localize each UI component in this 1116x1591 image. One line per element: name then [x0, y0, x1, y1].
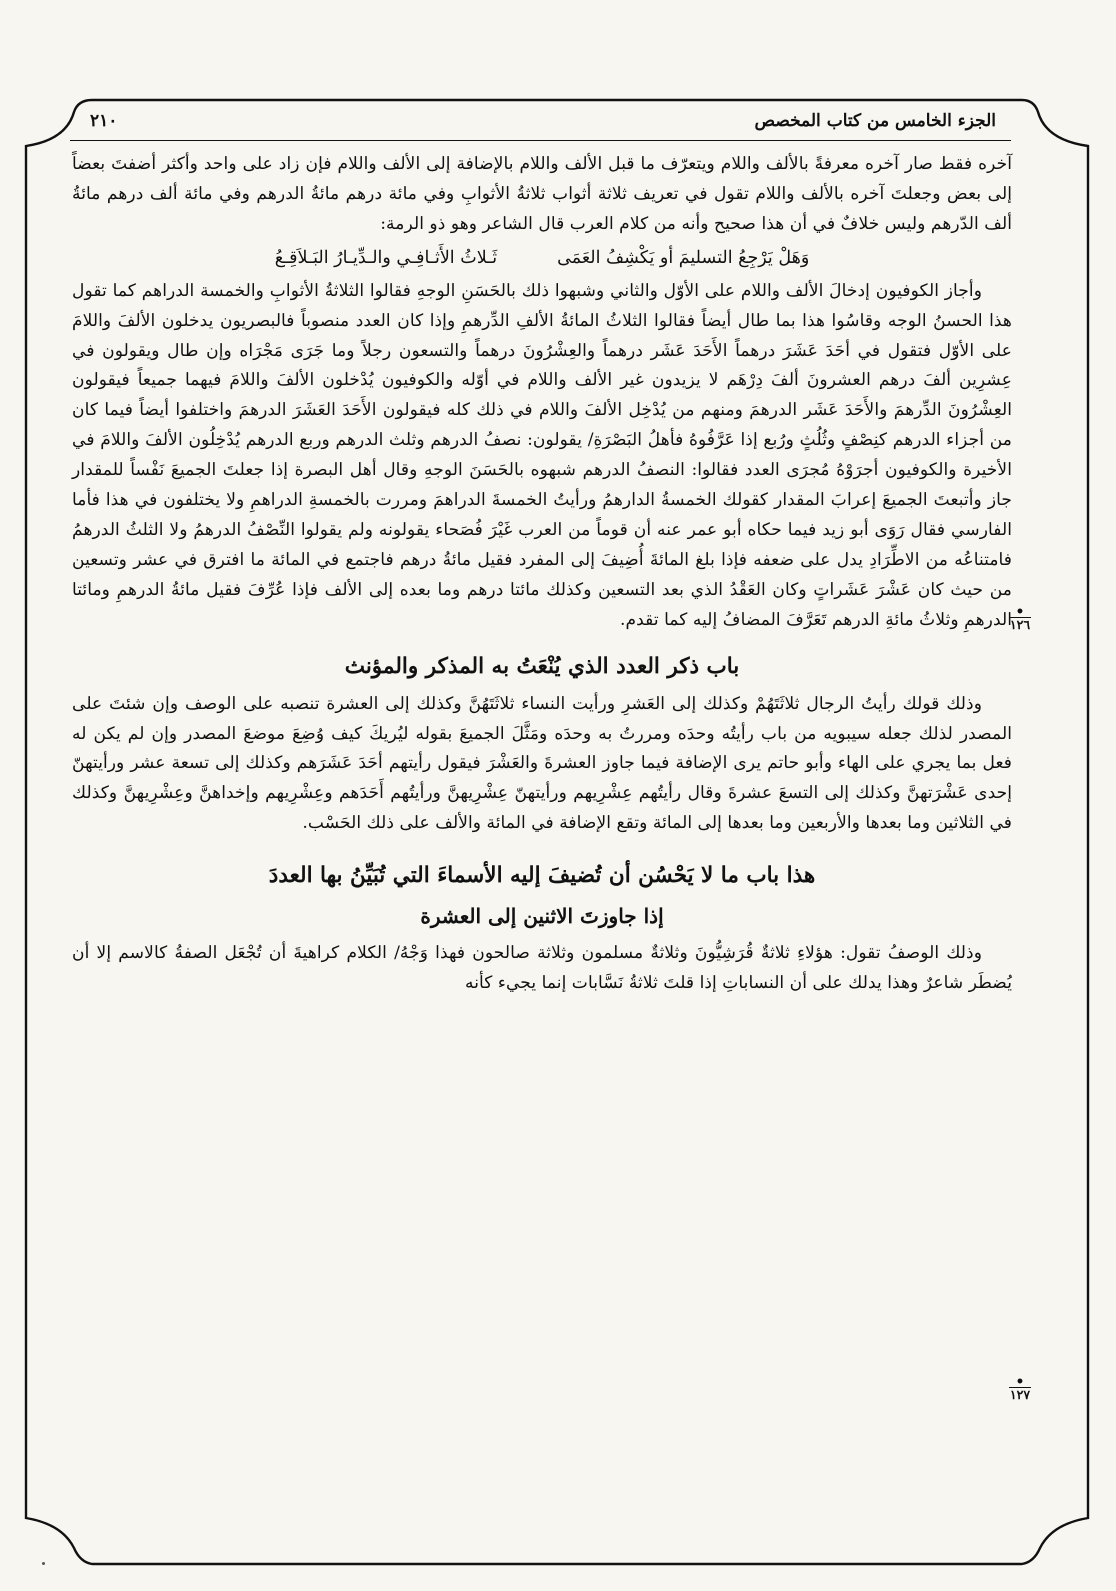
marker-dot-icon: • [1015, 604, 1025, 620]
marker-number: ١٢٦ [1009, 617, 1031, 632]
scan-speck [42, 1562, 45, 1565]
paragraph: وذلك الوصفُ تقول: هؤلاءِ ثلاثةٌ قُرَشِيُّونَ وثلاثةٌ مسلمون وثلاثة صالحون فهذا وَجْهُ/ الكلام كراهيةَ أن تُجْعَل الصفةُ كالاسم إلا أن يُضطَر شاعرٌ وهذا يدلك على أن النساباتِ إذا قلتَ ثلاثةُ نَسَّابات إنما يجيء كأنه [72, 943, 1012, 994]
paragraph: وذلك قولك رأيتُ الرجال ثلاثَتَهُمْ وكذلك إلى العَشرِ ورأيت النساء ثلاثَتَهُنَّ وكذلك إلى العشرة تنصبه على الوصف وإن شئتَ على المصدر لذلك جعله سيبويه من باب رأيتُه وحدَه ومررتُ به وحدَه ومَثَّلَ الجميعَ بقوله ليُريكَ كيف وُضِعَ موضعَ المصدر وإن لم يكن له فعل بما يجري على الهاء وأبو حاتم يرى الإضافة فيما جاوز العشرةَ والعَشْرَ فيقول رأيتهم أحَدَ عَشَرَهم وكذلك إلى تسعة عشر ورأيتهنّ إحدى عَشْرَتهنَّ وكذلك إلى التسعَ عشرةَ وقال رأيتُهم عِشْرِيهم ورأيتهنّ عِشْرِيهنَّ ورأيتُهم أَحَدَهم وعِشْرِيهم وإخداهنَّ وعِشْرِيهنَّ وكذلك في الثلاثين وما بعدها والأربعين وما بعدها إلى المائة وتقع الإضافة في المائة والألف على ذلك الحَسْب. [72, 693, 1012, 834]
marker-number: ١٢٧ [1009, 1387, 1031, 1402]
paragraph [72, 277, 1012, 636]
paragraph: آخره فقط صار آخره معرفةً بالألف واللام ويتعرّف ما قبل الألف واللام بالإضافة إلى الألف واللام فإن زاد على واحد وأكثر أضفتَ بعضاً إلى بعض وجعلتَ آخره بالألف واللام تقول في تعريف ثلاثة أثواب ثلاثةُ الأثوابِ وفي مائة درهم مائةُ الدرهم وفي مائة ألف درهم مائةُ ألف الدّرهم وليس خلافٌ في أن هذا صحيح وأنه من كلام العرب قال الشاعر وهو ذو الرمة: [72, 154, 1012, 234]
poetry-verse [72, 243, 1012, 273]
verse-first-hemistich: وَهَلْ يَرْجِعُ التسليمَ أو يَكْشِفُ العَمَى [557, 247, 810, 268]
page-header [90, 108, 996, 134]
verse-second-hemistich: ثَـلاثُ الأَثـافِـي والـدِّيـارُ البَـلاَقِـعُ [274, 247, 498, 268]
paragraph-part: يقولون: نصفُ الدرهم وثلث الدرهم وربع الدرهم يُدْخِلُون الألفَ واللامَ في الأخيرة والكوفيون أجرَوْهُ مُجرَى العدد فقالوا: النصفُ الدرهم شبهوه بالحَسَنَ الوجهِ وقال أهل البصرة إذا جعلتَ الجميعَ نَفْساً للمقدار جاز وأتبعتَ الجميعَ إعرابَ المقدار كقولك الخمسةُ الدارهمُ ورأيتُ الخمسةَ الدراهمَ ومررت بالخمسةِ الدراهمِ ولا يختلفون في هذا فأما الفارسي فقال رَوَى أبو زيد فيما حكاه أبو عمر عنه أن قوماً من العرب غَيْرَ فُصَحاء يقولونه ولم يقولوا النِّصْفُ الدرهمُ ولا الثلثُ الدرهمُ فامتناعُه من الاطِّرَادِ يدل على ضعفه فإذا بلغ المائةَ أُضِيفَ إلى المفرد فقيل مائةُ درهم فاجتمع في المائة ما افترق في عشر وتسعين من حيث كان عَشْرَ عَشَراتٍ وكان العَقْدُ الذي بعد التسعين وكذلك مائتا درهم وما بعده إلى الألف فإذا عُرِّفَ فقيل مائةُ الدرهمِ ومائتا الدرهمِ وثلاثُ مائةِ الدرهم تَعَرَّفَ المضافُ إليه كما تقدم. [72, 430, 1012, 630]
marker-dot-icon: • [1015, 1374, 1025, 1390]
section-heading: هذا باب ما لا يَحْسُن أن تُضيفَ إليه الأسماءَ التي تُبَيِّنُ بها العددَ [268, 863, 816, 889]
section-subheading: إذا جاوزتَ الاثنين إلى العشرة [420, 904, 664, 929]
page-number: ٢١٠ [90, 111, 118, 131]
page-body [72, 150, 1012, 999]
margin-marker [1006, 1374, 1034, 1402]
header-rule [70, 140, 1011, 141]
book-title: الجزء الخامس من كتاب المخصص [754, 111, 996, 131]
paragraph-part: وأجاز الكوفيون إدخالَ الألف واللام على الأوّل والثاني وشبهوا ذلك بالحَسَنِ الوجهِ فقالوا الثلاثةُ الأثوابِ والخمسة الدراهم كما تقول هذا الحسنُ الوجه وقاسُوا هذا بما طال أيضاً فقالوا الثلاثُ المائةُ الألفِ الدِّرهمِ وإذا كان العدد منصوباً فالبصريون يدخلون الألفَ واللامَ على الأوّل فتقول في أحَدَ عَشَرَ درهماً الأَحَدَ عَشَر درهماً والعِشْرُونَ درهماً والتسعون رجلاً وما جَرَى مَجْرَاه وإن طال ويقولون في عِشرِين ألفَ درهم العشرونَ ألفَ دِرْهَم لا يزيدون غير الألف واللام في أوّله والكوفيون يُدْخلون الألفَ واللامَ فيهما جميعاً فيقولون العِشْرُونَ الدِّرهمَ والأَحَدَ عَشَر الدرهمَ ومنهم من يُدْخِل الألفَ واللام في ذلك كله فيقولون الأَحَدَ العَشَرَ الدرهمَ واختلفوا أيضاً فيما كان من أجزاء الدرهم كنِصْفٍ وثُلُثٍ ورُبع إذا عَرَّفُوهُ فأهلُ البَصْرَةِ/ [72, 280, 1013, 451]
section-heading: باب ذكر العدد الذي يُنْعَتُ به المذكر والمؤنث [344, 653, 740, 679]
